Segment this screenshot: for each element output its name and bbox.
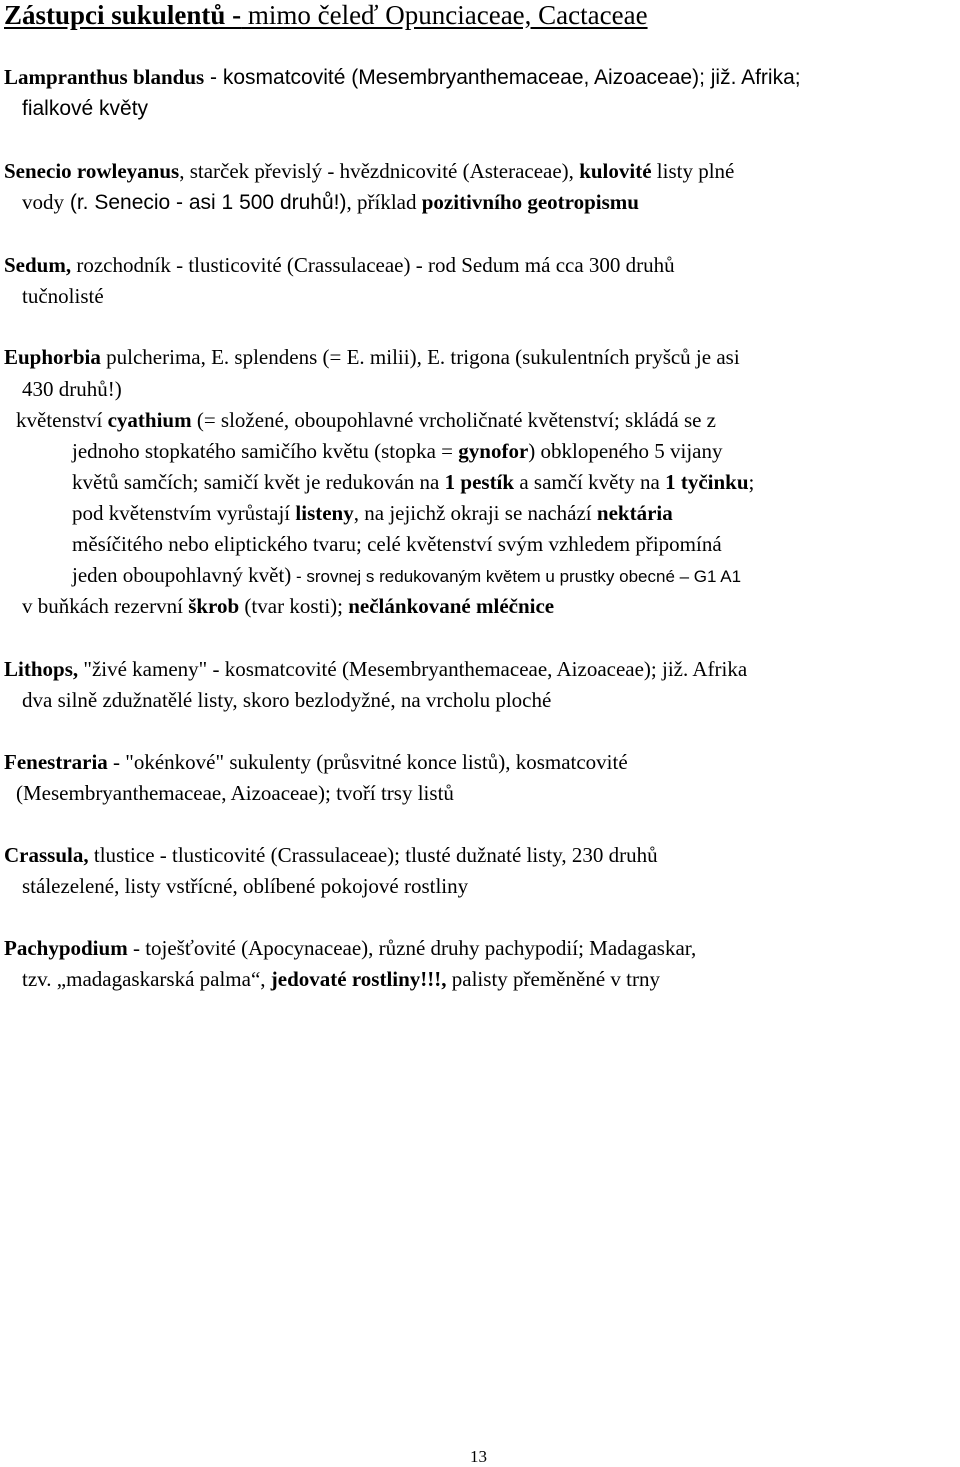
euphorbia-bold-term: nektária xyxy=(596,501,673,525)
lithops-description: "živé kameny" - kosmatcovité (Mesembryanthemaceae, Aizoaceae); již. Afrika xyxy=(78,657,748,681)
euphorbia-line-3 xyxy=(16,405,716,435)
lampranthus-line-2: fialkové květy xyxy=(22,97,149,120)
senecio-text: , příklad xyxy=(346,190,422,214)
lampranthus-name: Lampranthus blandus xyxy=(4,65,205,89)
lithops-line-1 xyxy=(4,654,747,684)
euphorbia-line-9 xyxy=(22,591,554,621)
sedum-description: rozchodník - tlusticovité (Crassulaceae) - rod Sedum má cca 300 druhů xyxy=(71,253,675,277)
crassula-name: Crassula, xyxy=(4,843,89,867)
euphorbia-bold-term: gynofor xyxy=(458,439,529,463)
senecio-line-1 xyxy=(4,156,734,186)
senecio-text: listy plné xyxy=(651,159,735,183)
euphorbia-bold-term: listeny xyxy=(295,501,354,525)
fenestraria-line-1 xyxy=(4,747,628,777)
crassula-line-2: stálezelené, listy vstřícné, oblíbené pokojové rostliny xyxy=(22,874,469,898)
euphorbia-line-4 xyxy=(72,436,723,466)
euphorbia-line-5 xyxy=(72,467,754,497)
euphorbia-text: a samčí květy na xyxy=(514,470,666,494)
euphorbia-description: pulcherima, E. splendens (= E. milii), E. trigona (sukulentních pryšců je asi xyxy=(100,345,740,369)
title-bold-part: Zástupci sukulentů - xyxy=(4,0,242,30)
lithops-name: Lithops, xyxy=(4,657,79,681)
sedum-line-1 xyxy=(4,250,675,280)
fenestraria-line-2: (Mesembryanthemaceae, Aizoaceae); tvoří trsy listů xyxy=(16,781,454,805)
euphorbia-line-7: měsíčitého nebo eliptického tvaru; celé květenství svým vzhledem připomíná xyxy=(72,532,722,556)
page-title xyxy=(4,0,648,32)
euphorbia-comparison-note: - srovnej s redukovaným květem u prustky obecné – G1 A1 xyxy=(291,567,742,586)
euphorbia-text: pod květenstvím vyrůstají xyxy=(72,501,296,525)
euphorbia-line-6 xyxy=(72,498,673,528)
euphorbia-line-8 xyxy=(72,560,741,592)
euphorbia-bold-term: 1 tyčinku xyxy=(665,470,749,494)
euphorbia-name: Euphorbia xyxy=(4,345,101,369)
senecio-line-2 xyxy=(22,187,639,218)
senecio-text: vody xyxy=(22,190,64,214)
euphorbia-text: květů samčích; samičí květ je redukován na xyxy=(72,470,445,494)
euphorbia-text: (tvar kosti); xyxy=(239,594,349,618)
euphorbia-bold-term: škrob xyxy=(188,594,240,618)
euphorbia-text: v buňkách rezervní xyxy=(22,594,189,618)
sedum-line-2: tučnolisté xyxy=(22,284,104,308)
pachypodium-text: palisty přeměněné v trny xyxy=(446,967,660,991)
fenestraria-name: Fenestraria xyxy=(4,750,108,774)
euphorbia-text: jednoho stopkatého samičího květu (stopka = xyxy=(72,439,459,463)
euphorbia-text: (= složené, oboupohlavné vrcholičnaté květenství; skládá se z xyxy=(191,408,717,432)
euphorbia-bold-term: nečlánkované mléčnice xyxy=(348,594,555,618)
euphorbia-bold-term: 1 pestík xyxy=(444,470,515,494)
senecio-note: (r. Senecio - asi 1 500 druhů!) xyxy=(64,191,347,214)
pachypodium-name: Pachypodium xyxy=(4,936,128,960)
pachypodium-line-2 xyxy=(22,964,660,994)
senecio-bold-term: pozitivního geotropismu xyxy=(421,190,639,214)
euphorbia-line-2: 430 druhů!) xyxy=(22,377,122,401)
pachypodium-bold-term: jedovaté rostliny!!!, xyxy=(270,967,447,991)
fenestraria-description: - "okénkové" sukulenty (průsvitné konce listů), kosmatcovité xyxy=(107,750,628,774)
senecio-name: Senecio rowleyanus xyxy=(4,159,180,183)
senecio-text: , starček převislý - hvězdnicovité (Asteraceae), xyxy=(179,159,580,183)
senecio-bold-term: kulovité xyxy=(579,159,652,183)
euphorbia-text: jeden oboupohlavný květ) xyxy=(72,563,292,587)
title-normal-part: mimo čeleď Opunciaceae, Cactaceae xyxy=(241,0,648,30)
crassula-description: tlustice - tlusticovité (Crassulaceae); tlusté dužnaté listy, 230 druhů xyxy=(88,843,658,867)
pachypodium-text: tzv. „madagaskarská palma“, xyxy=(22,967,271,991)
lithops-line-2: dva silně zdužnatělé listy, skoro bezlodyžné, na vrcholu ploché xyxy=(22,688,552,712)
euphorbia-text: ; xyxy=(748,470,755,494)
lampranthus-line-1 xyxy=(4,62,801,93)
euphorbia-text: květenství xyxy=(16,408,108,432)
page-number: 13 xyxy=(470,1447,487,1466)
crassula-line-1 xyxy=(4,840,658,870)
pachypodium-description: - toješťovité (Apocynaceae), různé druhy pachypodií; Madagaskar, xyxy=(127,936,697,960)
euphorbia-text: ) obklopeného 5 vijany xyxy=(528,439,723,463)
lampranthus-description: - kosmatcovité (Mesembryanthemaceae, Aizoaceae); již. Afrika; xyxy=(204,66,801,89)
euphorbia-text: , na jejichž okraji se nachází xyxy=(353,501,597,525)
euphorbia-bold-term: cyathium xyxy=(107,408,192,432)
pachypodium-line-1 xyxy=(4,933,696,963)
euphorbia-line-1 xyxy=(4,342,740,372)
sedum-name: Sedum, xyxy=(4,253,72,277)
